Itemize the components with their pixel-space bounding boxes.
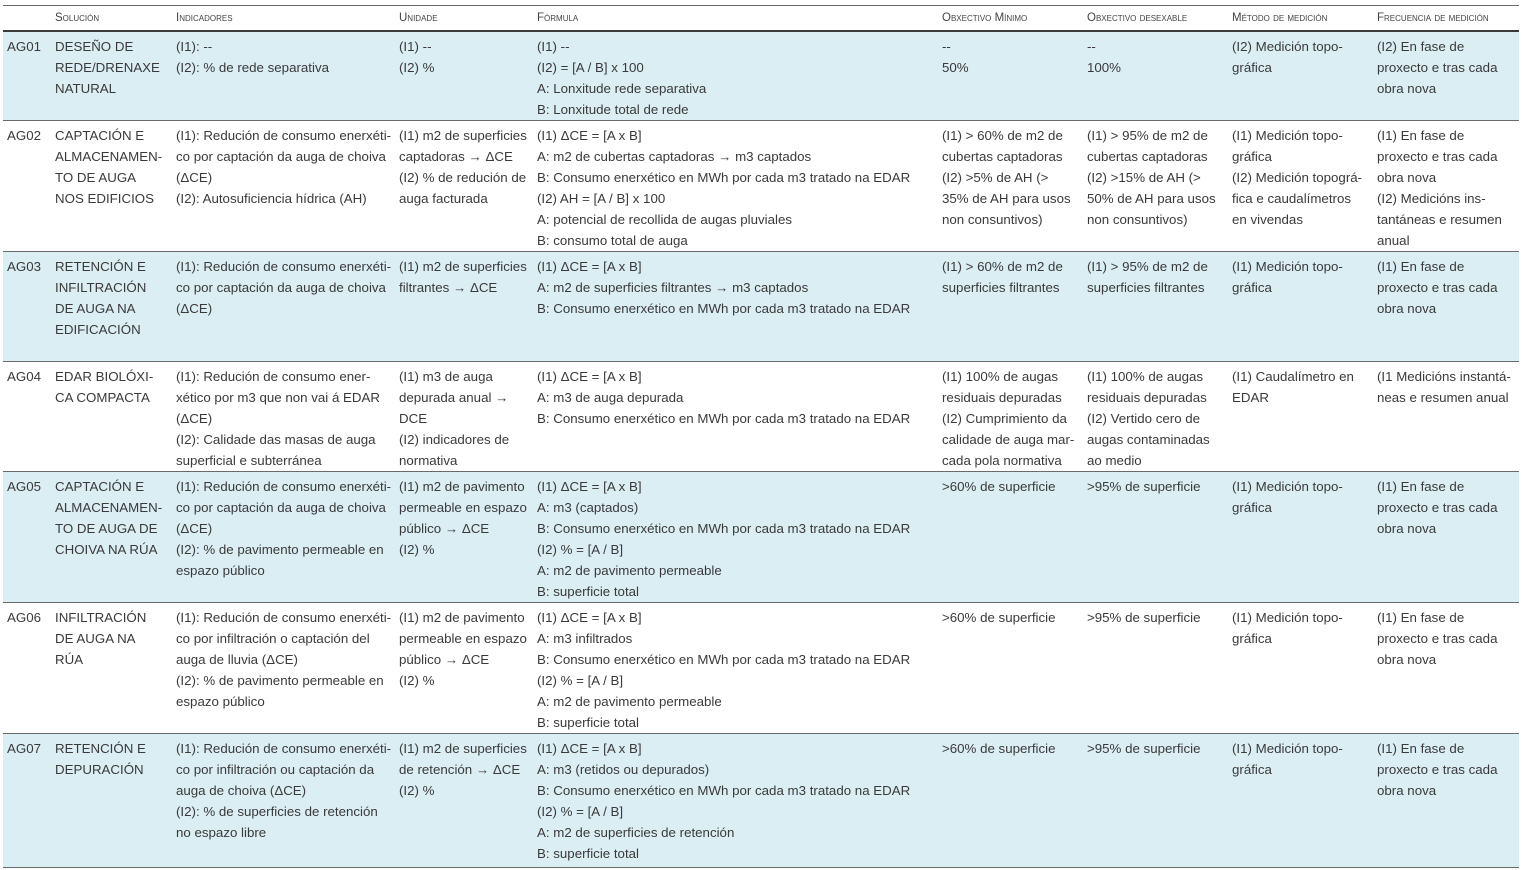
cell-line: CAPTACIÓN E <box>55 478 145 494</box>
cell-line: -- <box>1087 38 1096 54</box>
cell-indicators <box>172 120 395 251</box>
cell-line: >60% de superficie <box>942 609 1056 625</box>
cell-line: residuais depuradas <box>942 389 1062 405</box>
cell-line: cada pola normativa <box>942 452 1062 468</box>
cell-unit <box>395 31 533 121</box>
header-unit: Unidade <box>395 6 533 31</box>
cell-line: espazo público <box>176 693 265 709</box>
cell-line: gráfica <box>1232 148 1272 164</box>
cell-unit <box>395 361 533 471</box>
cell-line: (I1) En fase de <box>1377 609 1465 625</box>
cell-line: A: m2 de superficies filtrantes → m3 captados <box>537 279 809 295</box>
cell-desirable-objective <box>1083 602 1228 733</box>
cell-line: proxecto e tras cada <box>1377 59 1498 75</box>
cell-line: (I1) ΔCE = [A x B] <box>537 258 642 274</box>
cell-line: B: consumo total de auga <box>537 232 688 248</box>
cell-line: público → ΔCE <box>399 520 490 536</box>
cell-formula <box>533 361 938 471</box>
cell-code <box>3 31 51 121</box>
cell-code <box>3 733 51 867</box>
cell-measurement-frequency <box>1373 31 1519 121</box>
cell-indicators <box>172 251 395 361</box>
cell-line: (I2) AH = [A / B] x 100 <box>537 190 666 206</box>
cell-line: (I2) En fase de <box>1377 38 1465 54</box>
cell-measurement-method <box>1228 251 1373 361</box>
cell-line: (I1) En fase de <box>1377 127 1465 143</box>
cell-line: proxecto e tras cada <box>1377 279 1498 295</box>
cell-line: auga facturada <box>399 190 488 206</box>
header-formula: Fórmula <box>533 6 938 31</box>
cell-line: ALMACENAMEN- <box>55 148 163 164</box>
cell-line: (I1) Medición topo- <box>1232 740 1343 756</box>
cell-line: (I1) 100% de augas <box>1087 368 1204 384</box>
cell-measurement-method <box>1228 120 1373 251</box>
cell-measurement-method <box>1228 361 1373 471</box>
cell-line: (I1) Caudalímetro en <box>1232 368 1354 384</box>
cell-line: gráfica <box>1232 279 1272 295</box>
cell-line: (I2): Calidade das masas de auga <box>176 431 376 447</box>
header-minimum-objective: Obxectivo Mínimo <box>938 6 1083 31</box>
cell-line: co por captación da auga de choiva <box>176 148 386 164</box>
cell-line: permeable en espazo <box>399 630 527 646</box>
cell-line: (I2) = [A / B] x 100 <box>537 59 644 75</box>
cell-indicators <box>172 733 395 867</box>
cell-line: permeable en espazo <box>399 499 527 515</box>
cell-desirable-objective <box>1083 733 1228 867</box>
cell-line: cubertas captadoras <box>1087 148 1208 164</box>
cell-line: NATURAL <box>55 80 117 96</box>
cell-line: (I2) % <box>399 782 435 798</box>
cell-line: DCE <box>399 410 428 426</box>
cell-line: (I1): Redución de consumo enerxéti- <box>176 740 392 756</box>
cell-solution <box>51 31 172 121</box>
cell-line: (I2) Vertido cero de <box>1087 410 1201 426</box>
header-solution: Solución <box>51 6 172 31</box>
cell-line: (I1) m2 de pavimento <box>399 609 525 625</box>
cell-line: A: m3 (retidos ou depurados) <box>537 761 710 777</box>
cell-line: -- <box>942 38 951 54</box>
cell-solution <box>51 120 172 251</box>
cell-line: (I1) ΔCE = [A x B] <box>537 368 642 384</box>
cell-indicators <box>172 471 395 602</box>
cell-solution <box>51 733 172 867</box>
cell-line: proxecto e tras cada <box>1377 148 1498 164</box>
cell-line: (ΔCE) <box>176 410 213 426</box>
cell-line: en vivendas <box>1232 211 1303 227</box>
cell-line: AG07 <box>7 740 42 756</box>
cell-line: gráfica <box>1232 761 1272 777</box>
cell-code <box>3 361 51 471</box>
cell-line: (I1) ΔCE = [A x B] <box>537 478 642 494</box>
cell-line: NOS EDIFICIOS <box>55 190 154 206</box>
cell-measurement-frequency <box>1373 602 1519 733</box>
cell-line: (I1) Medición topo- <box>1232 127 1343 143</box>
cell-line: (I2) % de redución de <box>399 169 527 185</box>
cell-line: (I1) En fase de <box>1377 478 1465 494</box>
cell-minimum-objective <box>938 361 1083 471</box>
cell-line: co por captación da auga de choiva <box>176 499 386 515</box>
cell-line: (I1) Medición topo- <box>1232 478 1343 494</box>
cell-minimum-objective <box>938 251 1083 361</box>
table-row <box>3 602 1519 733</box>
cell-line: AG05 <box>7 478 42 494</box>
cell-line: normativa <box>399 452 458 468</box>
cell-line: EDAR BIOLÓXI- <box>55 368 154 384</box>
cell-line: (I1): Redución de consumo enerxéti- <box>176 258 392 274</box>
cell-line: (I1) > 60% de m2 de <box>942 127 1063 143</box>
cell-measurement-method <box>1228 733 1373 867</box>
cell-line: no espazo libre <box>176 824 267 840</box>
cell-minimum-objective <box>938 733 1083 867</box>
cell-line: (I2) Cumprimiento da <box>942 410 1067 426</box>
cell-solution <box>51 471 172 602</box>
cell-line: co por infiltración o captación del <box>176 630 370 646</box>
cell-measurement-frequency <box>1373 361 1519 471</box>
cell-line: AG01 <box>7 38 42 54</box>
cell-line: co por infiltración ou captación da <box>176 761 375 777</box>
cell-minimum-objective <box>938 31 1083 121</box>
cell-line: ALMACENAMEN- <box>55 499 163 515</box>
cell-line: CA COMPACTA <box>55 389 150 405</box>
cell-line: xético por m3 que non vai á EDAR <box>176 389 380 405</box>
cell-measurement-frequency <box>1373 120 1519 251</box>
cell-line: B: Consumo enerxético en MWh por cada m3 tratado na EDAR <box>537 410 911 426</box>
cell-line: (I2): % de superficies de retención <box>176 803 378 819</box>
cell-line: obra nova <box>1377 300 1437 316</box>
cell-line: DE AUGA NA <box>55 630 136 646</box>
cell-line: >95% de superficie <box>1087 740 1201 756</box>
cell-line: anual <box>1377 232 1410 248</box>
header-code <box>3 6 51 31</box>
cell-solution <box>51 251 172 361</box>
cell-line: RÚA <box>55 651 84 667</box>
cell-line: (ΔCE) <box>176 169 213 185</box>
indicators-table <box>3 5 1519 868</box>
cell-line: AG06 <box>7 609 42 625</box>
cell-line: AG02 <box>7 127 42 143</box>
cell-line: (I1) m2 de superficies <box>399 740 527 756</box>
cell-line: EDAR <box>1232 389 1269 405</box>
cell-line: >95% de superficie <box>1087 478 1201 494</box>
table-row <box>3 251 1519 361</box>
cell-line: CHOIVA NA RÚA <box>55 541 158 557</box>
header-measurement-frequency: Frecuencia de medición <box>1373 6 1519 31</box>
cell-line: non consuntivos) <box>1087 211 1188 227</box>
cell-line: RETENCIÓN E <box>55 740 146 756</box>
cell-line: >60% de superficie <box>942 478 1056 494</box>
cell-line: AG03 <box>7 258 42 274</box>
cell-formula <box>533 251 938 361</box>
cell-line: A: m2 de cubertas captadoras → m3 captados <box>537 148 812 164</box>
cell-measurement-frequency <box>1373 471 1519 602</box>
cell-line: proxecto e tras cada <box>1377 761 1498 777</box>
cell-line: A: Lonxitude rede separativa <box>537 80 707 96</box>
cell-line: gráfica <box>1232 630 1272 646</box>
cell-unit <box>395 251 533 361</box>
cell-line: non consuntivos) <box>942 211 1043 227</box>
cell-line: (I1) 100% de augas <box>942 368 1059 384</box>
cell-line: ao medio <box>1087 452 1142 468</box>
cell-line: B: Lonxitude total de rede <box>537 101 689 117</box>
cell-indicators <box>172 31 395 121</box>
cell-line: (I2) >5% de AH (> <box>942 169 1049 185</box>
cell-line: cubertas captadoras <box>942 148 1063 164</box>
cell-line: obra nova <box>1377 782 1437 798</box>
cell-line: captadoras → ΔCE <box>399 148 513 164</box>
cell-line: proxecto e tras cada <box>1377 499 1498 515</box>
cell-line: proxecto e tras cada <box>1377 630 1498 646</box>
cell-line: filtrantes → ΔCE <box>399 279 498 295</box>
cell-line: B: superficie total <box>537 845 639 861</box>
cell-line: (I1) ΔCE = [A x B] <box>537 609 642 625</box>
cell-solution <box>51 361 172 471</box>
cell-line: (I1 Medicións instantá- <box>1377 368 1511 384</box>
cell-line: (I1) > 95% de m2 de <box>1087 258 1208 274</box>
cell-line: DESEÑO DE <box>55 38 134 54</box>
cell-line: (I1) Medición topo- <box>1232 609 1343 625</box>
header-indicators: Indicadores <box>172 6 395 31</box>
cell-indicators <box>172 361 395 471</box>
cell-line: (I2): % de pavimento permeable en <box>176 541 384 557</box>
cell-line: obra nova <box>1377 651 1437 667</box>
cell-line: A: m2 de superficies de retención <box>537 824 735 840</box>
cell-line: (I2) Medición topo- <box>1232 38 1343 54</box>
cell-line: A: m2 de pavimento permeable <box>537 562 722 578</box>
cell-line: B: Consumo enerxético en MWh por cada m3 tratado na EDAR <box>537 300 911 316</box>
cell-line: espazo público <box>176 562 265 578</box>
table-row <box>3 120 1519 251</box>
cell-line: calidade de auga mar- <box>942 431 1075 447</box>
cell-line: (I1) ΔCE = [A x B] <box>537 740 642 756</box>
cell-line: A: m3 de auga depurada <box>537 389 684 405</box>
cell-line: (I2) % = [A / B] <box>537 541 624 557</box>
cell-line: 35% de AH para usos <box>942 190 1071 206</box>
cell-line: auga de choiva (ΔCE) <box>176 782 307 798</box>
cell-line: (I2): % de rede separativa <box>176 59 329 75</box>
cell-line: gráfica <box>1232 59 1272 75</box>
cell-unit <box>395 120 533 251</box>
cell-line: (I2) indicadores de <box>399 431 510 447</box>
cell-line: DE AUGA NA <box>55 300 136 316</box>
cell-line: (I2) % <box>399 59 435 75</box>
cell-line: (I1) > 60% de m2 de <box>942 258 1063 274</box>
cell-line: (I1) Medición topo- <box>1232 258 1343 274</box>
cell-line: (I2) % <box>399 541 435 557</box>
cell-line: (I1) m2 de superficies <box>399 127 527 143</box>
cell-formula <box>533 471 938 602</box>
cell-line: (I1): Redución de consumo enerxéti- <box>176 478 392 494</box>
cell-indicators <box>172 602 395 733</box>
cell-line: (I2) % <box>399 672 435 688</box>
cell-line: A: potencial de recollida de augas pluviales <box>537 211 793 227</box>
cell-line: INFILTRACIÓN <box>55 609 147 625</box>
cell-unit <box>395 602 533 733</box>
cell-line: B: Consumo enerxético en MWh por cada m3 tratado na EDAR <box>537 651 911 667</box>
cell-line: 50% de AH para usos <box>1087 190 1216 206</box>
cell-line: >95% de superficie <box>1087 609 1201 625</box>
cell-formula <box>533 602 938 733</box>
cell-line: gráfica <box>1232 499 1272 515</box>
cell-line: (I1) m2 de pavimento <box>399 478 525 494</box>
cell-line: (I1): Redución de consumo ener- <box>176 368 371 384</box>
cell-line: auga de lluvia (ΔCE) <box>176 651 298 667</box>
cell-line: TO DE AUGA DE <box>55 520 158 536</box>
cell-line: (I1) m3 de auga <box>399 368 493 384</box>
table-row <box>3 471 1519 602</box>
cell-line: RETENCIÓN E <box>55 258 146 274</box>
cell-line: obra nova <box>1377 80 1437 96</box>
cell-line: TO DE AUGA <box>55 169 137 185</box>
cell-desirable-objective <box>1083 471 1228 602</box>
cell-line: B: Consumo enerxético en MWh por cada m3 tratado na EDAR <box>537 520 911 536</box>
header-desirable-objective: Obxectivo desexable <box>1083 6 1228 31</box>
cell-line: (I1): Redución de consumo enerxéti- <box>176 609 392 625</box>
cell-line: de retención → ΔCE <box>399 761 521 777</box>
cell-line: (I1) -- <box>399 38 432 54</box>
cell-code <box>3 471 51 602</box>
cell-unit <box>395 471 533 602</box>
cell-line: (I1): Redución de consumo enerxéti- <box>176 127 392 143</box>
cell-formula <box>533 31 938 121</box>
cell-line: A: m2 de pavimento permeable <box>537 693 722 709</box>
table-body <box>3 31 1519 868</box>
cell-desirable-objective <box>1083 31 1228 121</box>
cell-line: (ΔCE) <box>176 300 213 316</box>
cell-line: neas e resumen anual <box>1377 389 1509 405</box>
table-header-row <box>3 6 1519 31</box>
cell-line: (I2) >15% de AH (> <box>1087 169 1201 185</box>
cell-line: tantáneas e resumen <box>1377 211 1502 227</box>
cell-line: (I1) -- <box>537 38 570 54</box>
cell-line: (ΔCE) <box>176 520 213 536</box>
cell-line: B: Consumo enerxético en MWh por cada m3 tratado na EDAR <box>537 169 911 185</box>
cell-line: (I2): % de pavimento permeable en <box>176 672 384 688</box>
cell-line: 50% <box>942 59 969 75</box>
cell-line: (I2): Autosuficiencia hídrica (AH) <box>176 190 367 206</box>
cell-line: REDE/DRENAXE <box>55 59 160 75</box>
cell-line: (I1) m2 de superficies <box>399 258 527 274</box>
cell-line: 100% <box>1087 59 1122 75</box>
cell-line: (I1) En fase de <box>1377 740 1465 756</box>
cell-line: (I2) % = [A / B] <box>537 803 624 819</box>
cell-line: co por captación da auga de choiva <box>176 279 386 295</box>
cell-line: EDIFICACIÓN <box>55 321 141 337</box>
cell-line: augas contaminadas <box>1087 431 1210 447</box>
cell-code <box>3 120 51 251</box>
cell-line: obra nova <box>1377 520 1437 536</box>
cell-measurement-method <box>1228 602 1373 733</box>
table-row <box>3 733 1519 867</box>
cell-line: superficial e subterránea <box>176 452 322 468</box>
cell-desirable-objective <box>1083 251 1228 361</box>
cell-line: (I2) Medicións ins- <box>1377 190 1486 206</box>
cell-line: B: Consumo enerxético en MWh por cada m3 tratado na EDAR <box>537 782 911 798</box>
cell-line: público → ΔCE <box>399 651 490 667</box>
cell-line: A: m3 (captados) <box>537 499 639 515</box>
cell-line: obra nova <box>1377 169 1437 185</box>
cell-minimum-objective <box>938 120 1083 251</box>
cell-minimum-objective <box>938 602 1083 733</box>
cell-measurement-frequency <box>1373 251 1519 361</box>
header-measurement-method: Método de medición <box>1228 6 1373 31</box>
cell-code <box>3 602 51 733</box>
cell-line: AG04 <box>7 368 42 384</box>
cell-line: (I1): -- <box>176 38 213 54</box>
cell-line: (I2) % = [A / B] <box>537 672 624 688</box>
cell-unit <box>395 733 533 867</box>
cell-line: >60% de superficie <box>942 740 1056 756</box>
cell-line: B: superficie total <box>537 714 639 730</box>
cell-desirable-objective <box>1083 120 1228 251</box>
cell-measurement-method <box>1228 31 1373 121</box>
cell-measurement-method <box>1228 471 1373 602</box>
cell-line: fica e caudalímetros <box>1232 190 1351 206</box>
cell-formula <box>533 120 938 251</box>
cell-line: INFILTRACIÓN <box>55 279 147 295</box>
cell-solution <box>51 602 172 733</box>
cell-minimum-objective <box>938 471 1083 602</box>
cell-desirable-objective <box>1083 361 1228 471</box>
cell-line: (I1) En fase de <box>1377 258 1465 274</box>
table-row <box>3 361 1519 471</box>
cell-line: depurada anual → <box>399 389 509 405</box>
cell-line: (I2) Medición topográ- <box>1232 169 1363 185</box>
cell-line: residuais depuradas <box>1087 389 1207 405</box>
cell-line: CAPTACIÓN E <box>55 127 145 143</box>
cell-line: superficies filtrantes <box>1087 279 1205 295</box>
cell-measurement-frequency <box>1373 733 1519 867</box>
cell-formula <box>533 733 938 867</box>
table-row <box>3 31 1519 121</box>
cell-line: (I1) ΔCE = [A x B] <box>537 127 642 143</box>
cell-line: superficies filtrantes <box>942 279 1060 295</box>
cell-line: DEPURACIÓN <box>55 761 144 777</box>
cell-line: A: m3 infiltrados <box>537 630 633 646</box>
cell-code <box>3 251 51 361</box>
cell-line: (I1) > 95% de m2 de <box>1087 127 1208 143</box>
cell-line: B: superficie total <box>537 583 639 599</box>
